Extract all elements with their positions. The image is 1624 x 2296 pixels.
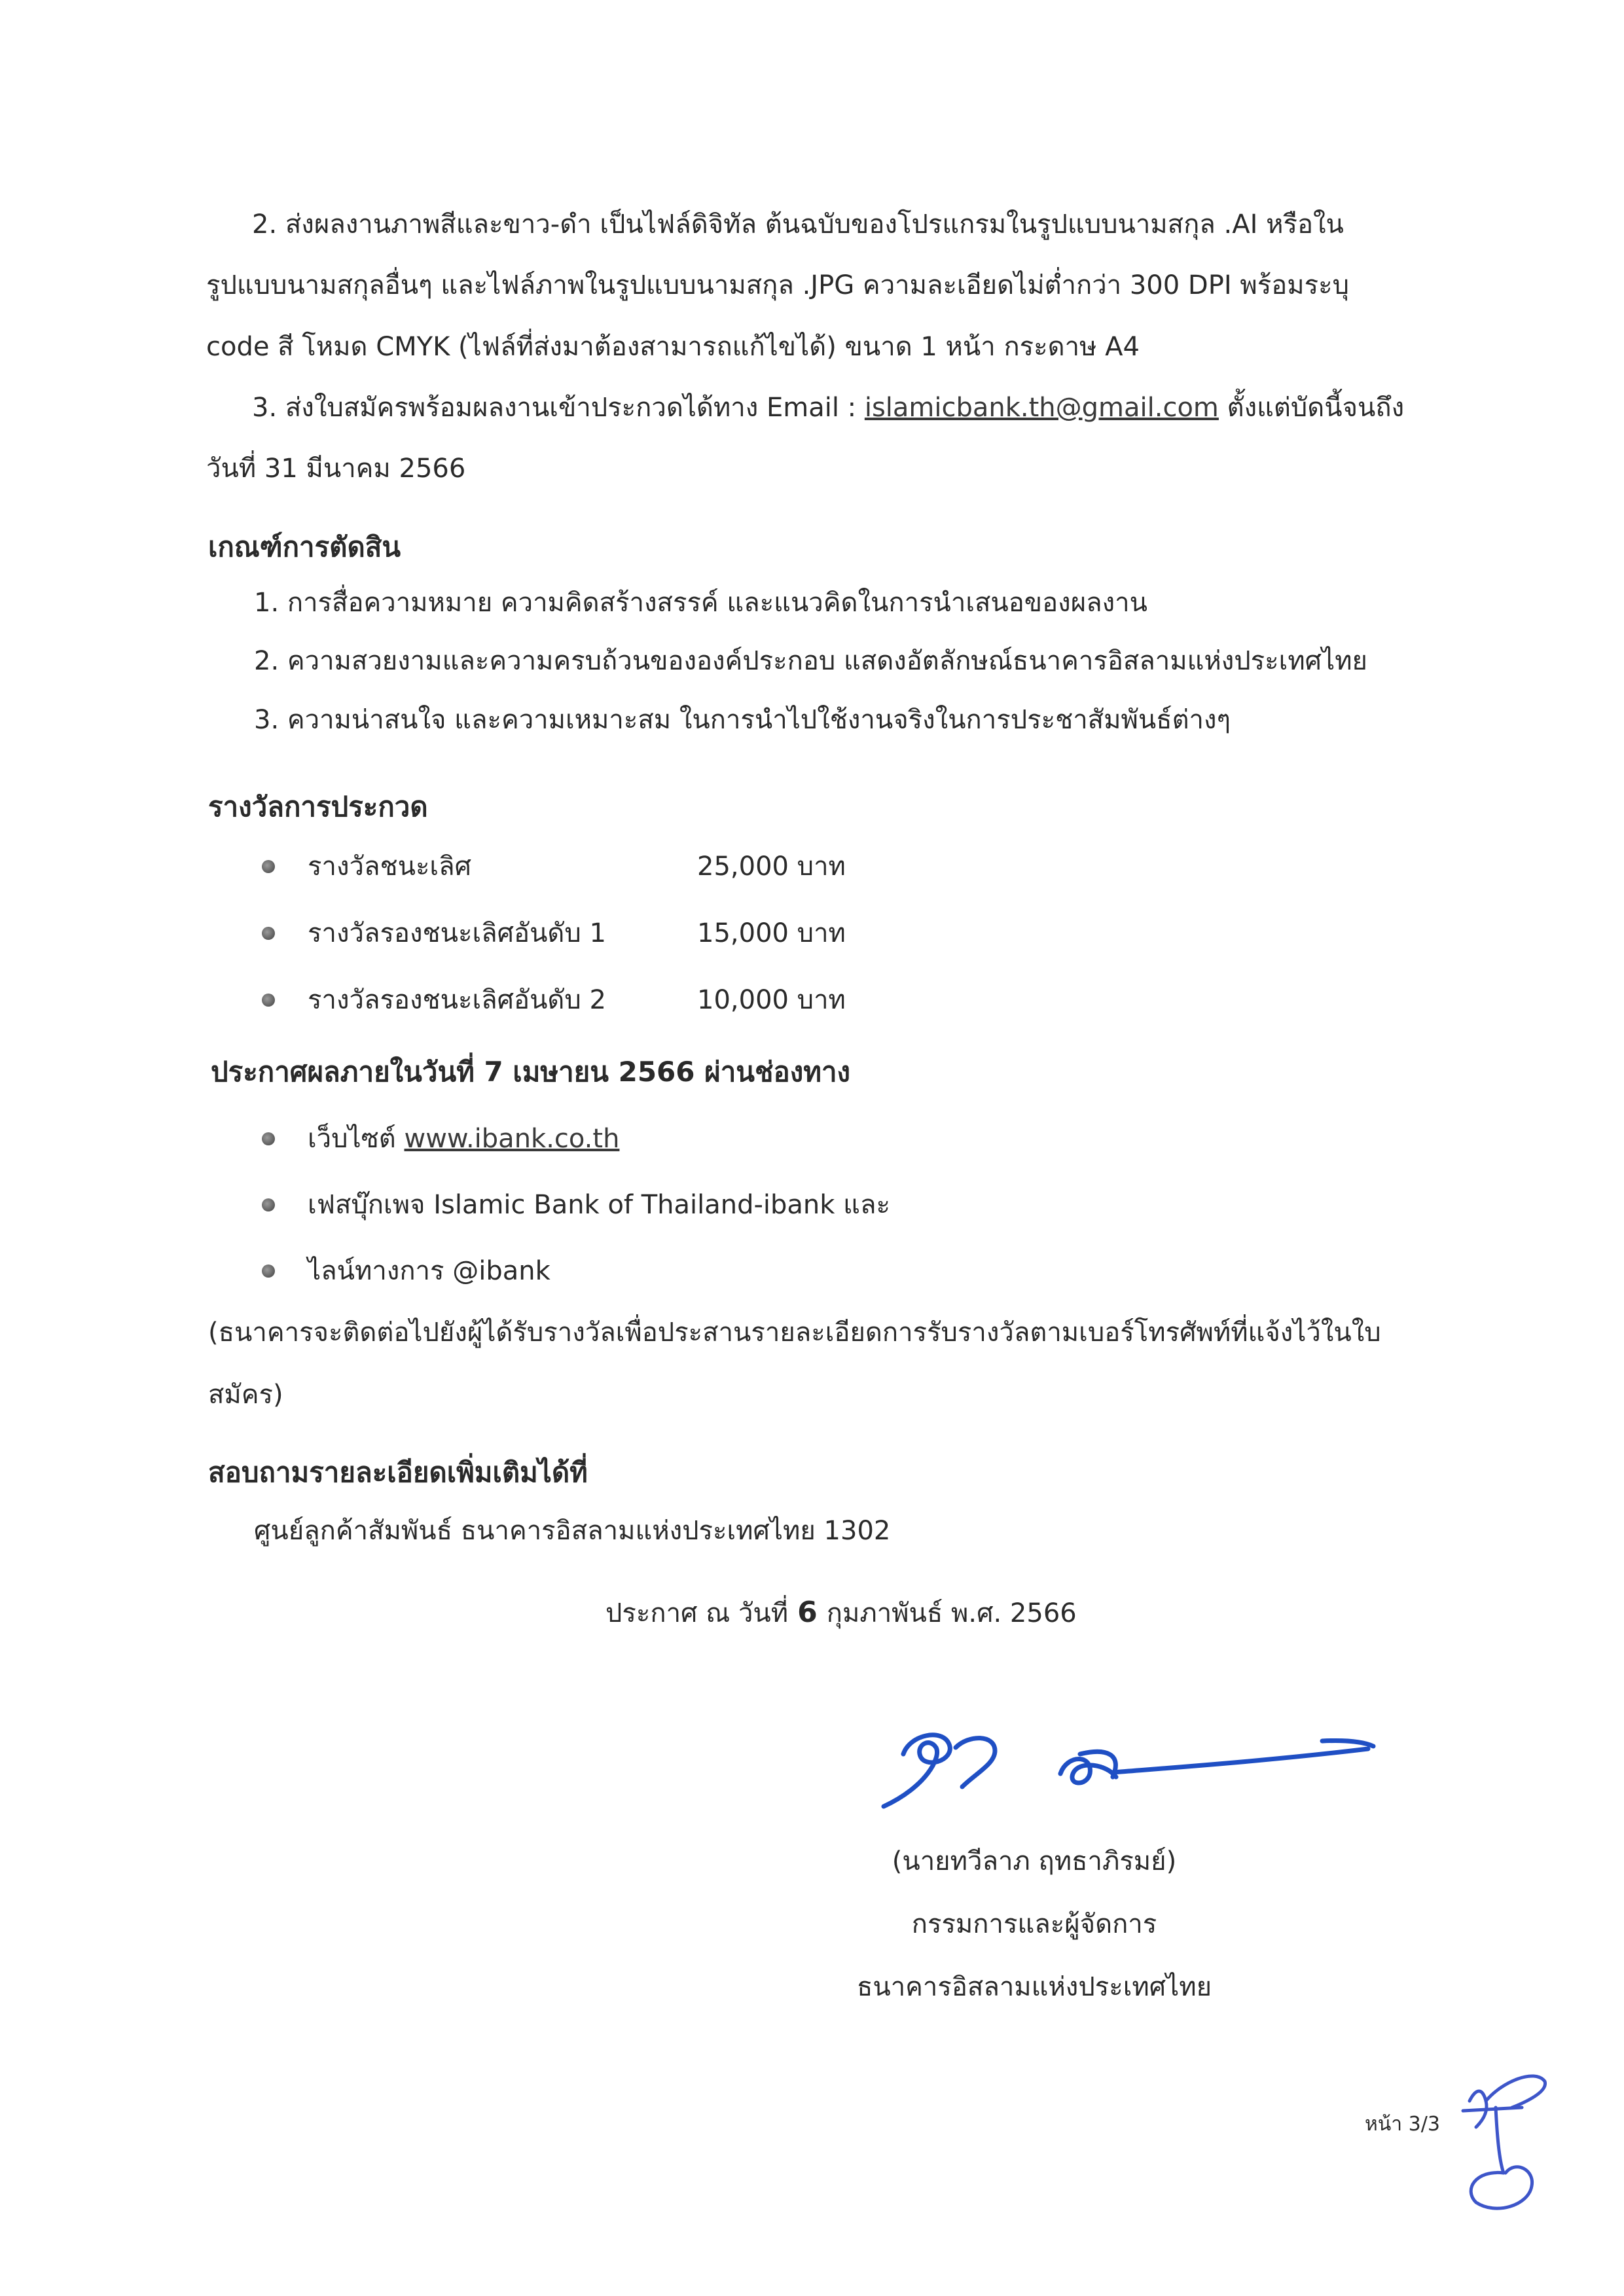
prize-amount-1: 25,000 บาท (697, 852, 846, 882)
email-link[interactable]: islamicbank.th@gmail.com (864, 393, 1219, 423)
submission-item3-prefix: 3. ส่งใบสมัครพร้อมผลงานเข้าประกวดได้ทาง Email : (252, 393, 865, 423)
submission-item3-line2: วันที่ 31 มีนาคม 2566 (206, 454, 466, 484)
page-label: หน้า 3/3 (1365, 2113, 1440, 2136)
announcement-note-line2: สมัคร) (208, 1380, 283, 1410)
announcement-note-line1: (ธนาคารจะติดต่อไปยังผู้ได้รับรางวัลเพื่อประสานรายละเอียดการรับรางวัลตามเบอร์โทรศัพท์ที่แจ้งไว้ในใบ (208, 1318, 1381, 1348)
submission-item2-line3: code สี โหมด CMYK (ไฟล์ที่ส่งมาต้องสามารถแก้ไขได้) ขนาด 1 หน้า กระดาษ A4 (206, 332, 1140, 362)
bullet-icon (262, 927, 275, 940)
criteria-item-3: 3. ความน่าสนใจ และความเหมาะสม ในการนำไปใช้งานจริงในการประชาสัมพันธ์ต่างๆ (254, 705, 1231, 735)
criteria-heading: เกณฑ์การตัดสิน (208, 531, 401, 563)
signatory-organization: ธนาคารอิสลามแห่งประเทศไทย (856, 1972, 1212, 2002)
bullet-icon (262, 860, 275, 873)
prize-amount-2: 15,000 บาท (697, 918, 846, 948)
submission-item2-line1: 2. ส่งผลงานภาพสีและขาว-ดำ เป็นไฟล์ดิจิทัล ต้นฉบับของโปรแกรมในรูปแบบนามสกุล .AI หรือใน (252, 209, 1344, 240)
submission-item2-line2: รูปแบบนามสกุลอื่นๆ และไฟล์ภาพในรูปแบบนามสกุล .JPG ความละเอียดไม่ต่ำกว่า 300 DPI พร้อมระบุ (206, 270, 1349, 300)
website-prefix: เว็บไซต์ (308, 1124, 405, 1154)
announcement-facebook: เฟสบุ๊กเพจ Islamic Bank of Thailand-ibank และ (308, 1190, 890, 1220)
announced-date (605, 1594, 1077, 1632)
announcement-line: ไลน์ทางการ @ibank (308, 1256, 550, 1286)
announcement-heading: ประกาศผลภายในวันที่ 7 เมษายน 2566 ผ่านช่องทาง (211, 1056, 851, 1088)
initials-image (1450, 2062, 1555, 2212)
signatory-name: (นายทวีลาภ ฤทธาภิรมย์) (892, 1846, 1177, 1876)
announced-prefix: ประกาศ ณ วันที่ (605, 1598, 789, 1628)
bullet-icon (262, 1265, 275, 1278)
signature-image (864, 1715, 1388, 1820)
announced-suffix: กุมภาพันธ์ พ.ศ. 2566 (826, 1598, 1077, 1628)
announced-day: 6 (797, 1596, 818, 1629)
prize-label-1: รางวัลชนะเลิศ (308, 852, 471, 882)
bullet-icon (262, 1132, 275, 1145)
submission-item3-line1 (252, 389, 1404, 426)
signatory-position: กรรมการและผู้จัดการ (911, 1909, 1157, 1939)
bullet-icon (262, 1198, 275, 1211)
prize-amount-3: 10,000 บาท (697, 985, 846, 1015)
submission-item3-suffix: ตั้งแต่บัดนี้จนถึง (1218, 393, 1405, 423)
criteria-item-2: 2. ความสวยงามและความครบถ้วนขององค์ประกอบ แสดงอัตลักษณ์ธนาคารอิสลามแห่งประเทศไทย (254, 646, 1367, 676)
contact-heading: สอบถามรายละเอียดเพิ่มเติมได้ที่ (208, 1456, 588, 1488)
prize-label-2: รางวัลรองชนะเลิศอันดับ 1 (308, 918, 606, 948)
website-link[interactable]: www.ibank.co.th (404, 1124, 620, 1154)
criteria-item-1: 1. การสื่อความหมาย ความคิดสร้างสรรค์ และแนวคิดในการนำเสนอของผลงาน (254, 588, 1147, 618)
announcement-website (308, 1121, 619, 1157)
bullet-icon (262, 994, 275, 1007)
prize-label-3: รางวัลรองชนะเลิศอันดับ 2 (308, 985, 606, 1015)
contact-text: ศูนย์ลูกค้าสัมพันธ์ ธนาคารอิสลามแห่งประเทศไทย 1302 (254, 1516, 891, 1546)
prizes-heading: รางวัลการประกวด (208, 791, 428, 823)
